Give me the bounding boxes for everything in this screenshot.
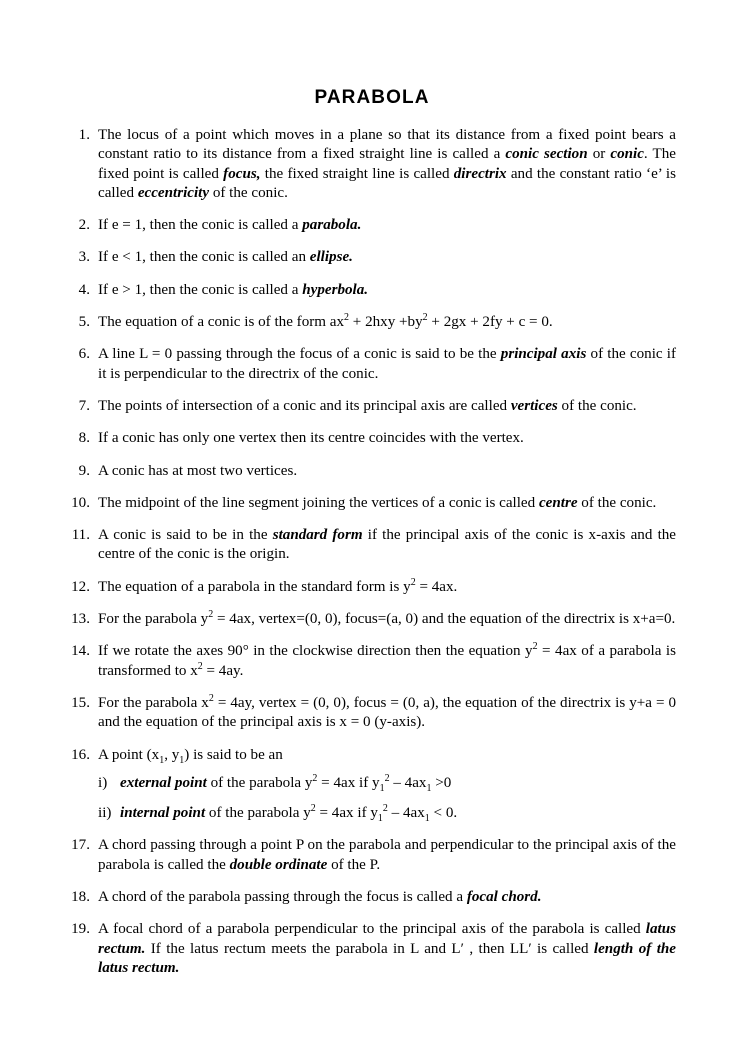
item-text (98, 216, 676, 235)
list-item (68, 610, 676, 629)
item-number: 18. (71, 889, 90, 906)
text-run: of the conic if it is perpendicular to the directrix of the conic. (98, 346, 677, 382)
text-run: If we rotate the axes 90° in the clockwise direction then the equation y (98, 643, 533, 660)
emphasised-term: eccentricity (137, 184, 210, 201)
text-run: The equation of a conic is of the form ax (98, 314, 345, 331)
text-run: = 4ax if y (317, 774, 380, 791)
list-item (68, 248, 676, 267)
text-run: = 4ax if y (315, 805, 378, 822)
item-number: 3. (78, 249, 90, 266)
text-run: A point (x (98, 746, 160, 763)
text-run: The locus of a point which moves in a plane so that its distance from a fixed point bears a constant ratio to its distance from a fixed straight line is called a (98, 127, 676, 163)
subscript: 1 (424, 813, 430, 825)
text-run: ) is said to be an (184, 746, 283, 763)
item-text (98, 281, 676, 300)
text-run: For the parabola y (98, 611, 209, 628)
text-run: If the latus rectum meets the parabola in L and L′ , then LL′ is called (145, 940, 594, 957)
item-text (98, 345, 676, 384)
text-run: For the parabola x (98, 694, 209, 711)
list-item (68, 642, 676, 681)
text-run: If e > 1, then the conic is called a (98, 281, 303, 298)
item-number: 14. (71, 643, 90, 660)
emphasised-term: vertices (510, 397, 558, 414)
list-item (68, 345, 676, 384)
list-item (68, 216, 676, 235)
item-number: 2. (78, 217, 90, 234)
text-run: = 4ax of a parabola is transformed to x (98, 643, 676, 679)
sub-items-list (98, 774, 676, 824)
text-run: + 2hxy +by (349, 314, 423, 331)
emphasised-term: internal point (120, 805, 206, 822)
list-item (68, 578, 676, 597)
sub-list-item (98, 804, 676, 823)
text-run: >0 (431, 774, 452, 791)
superscript: 2 (422, 312, 428, 324)
item-text (98, 578, 676, 597)
emphasised-term: length of the latus rectum. (98, 940, 676, 976)
emphasised-term: directrix (453, 165, 507, 182)
text-run: = 4ay, vertex = (0, 0), focus = (0, a), the equation of the directrix is y+a = 0 and the equation of the principal axis is x = 0 (y-axis). (98, 694, 676, 731)
page-title: PARABOLA (314, 87, 430, 108)
sub-item-text (120, 772, 452, 794)
sub-list-item (98, 774, 676, 793)
text-run: the fixed straight line is called (260, 165, 454, 182)
text-run: of the parabola y (205, 805, 311, 822)
text-run: . The fixed point is called (98, 146, 676, 182)
item-text (98, 642, 676, 681)
item-text (98, 397, 676, 416)
item-text (98, 836, 676, 875)
text-run: A focal chord of a parabola perpendicular to the principal axis of the parabola is called (98, 921, 646, 938)
superscript: 2 (384, 772, 390, 784)
item-number: 8. (78, 430, 90, 447)
sub-item-number: i) (98, 774, 108, 791)
emphasised-term: external point (120, 774, 207, 791)
item-text (98, 920, 676, 978)
subscript: 1 (379, 782, 385, 794)
text-run: The points of intersection of a conic and its principal axis are called (98, 397, 511, 414)
text-run: = 4ay. (202, 662, 244, 679)
item-text (98, 248, 676, 267)
emphasised-term: centre (538, 494, 578, 511)
numbered-points-list (68, 126, 676, 978)
superscript: 2 (310, 803, 316, 815)
item-number: 4. (78, 281, 90, 298)
text-run: or (587, 146, 611, 163)
item-text (98, 746, 676, 765)
item-text (98, 694, 676, 733)
text-run: , y (164, 746, 180, 763)
text-run: of the parabola y (206, 774, 313, 791)
superscript: 2 (344, 312, 350, 324)
emphasised-term: latus rectum. (98, 921, 676, 957)
sub-item-text (120, 803, 458, 825)
item-number: 16. (71, 746, 90, 763)
emphasised-term: hyperbola. (302, 281, 369, 298)
item-text (98, 126, 676, 203)
item-number: 5. (78, 314, 90, 331)
list-item (68, 462, 676, 481)
list-item (68, 126, 676, 203)
item-text (98, 526, 676, 565)
emphasised-term: conic section (505, 146, 588, 163)
list-item (68, 313, 676, 332)
emphasised-term: ellipse. (309, 249, 353, 266)
subscript: 1 (426, 782, 432, 794)
text-run: of the P. (327, 856, 381, 873)
text-run: A conic is said to be in the (98, 527, 273, 544)
superscript: 2 (312, 772, 318, 784)
subscript: 1 (159, 754, 165, 766)
list-item (68, 920, 676, 978)
text-run: + 2gx + 2fy + c = 0. (427, 314, 553, 331)
item-number: 12. (71, 578, 90, 595)
emphasised-term: standard form (272, 527, 363, 544)
list-item (68, 281, 676, 300)
emphasised-term: focal chord. (466, 889, 542, 906)
text-run: The midpoint of the line segment joining the vertices of a conic is called (98, 494, 539, 511)
text-run: of the conic. (577, 494, 657, 511)
list-item (68, 397, 676, 416)
item-number: 7. (78, 397, 90, 414)
item-number: 19. (71, 921, 90, 938)
superscript: 2 (197, 660, 203, 672)
text-run: and the constant ratio ‘e’ is called (98, 165, 676, 201)
list-item (68, 746, 676, 824)
subscript: 1 (377, 813, 383, 825)
text-run: If e = 1, then the conic is called a (98, 217, 303, 234)
emphasised-term: conic (610, 146, 644, 163)
sub-item-number: ii) (98, 805, 112, 822)
emphasised-term: parabola. (302, 217, 362, 234)
list-item (68, 888, 676, 907)
item-number: 1. (78, 127, 90, 143)
emphasised-term: double ordinate (229, 856, 328, 873)
text-run: = 4ax. (415, 578, 458, 595)
text-run: if the principal axis of the conic is x-axis and the centre of the conic is the origin. (98, 527, 677, 563)
text-run: – 4ax (387, 805, 425, 822)
superscript: 2 (382, 803, 388, 815)
item-number: 11. (71, 527, 90, 544)
list-item (68, 429, 676, 448)
text-run: A conic has at most two vertices. (98, 462, 298, 479)
item-text (98, 462, 676, 481)
text-run: – 4ax (389, 774, 427, 791)
item-text (98, 888, 676, 907)
superscript: 2 (208, 609, 214, 621)
text-run: A chord of the parabola passing through the focus is called a (98, 889, 467, 906)
item-number: 9. (78, 462, 90, 479)
item-number: 6. (78, 346, 90, 363)
text-run: A line L = 0 passing through the focus of a conic is said to be the (98, 346, 501, 363)
text-run: of the conic. (209, 184, 288, 201)
superscript: 2 (532, 641, 538, 653)
text-run: of the conic. (557, 397, 637, 414)
subscript: 1 (179, 754, 185, 766)
list-item (68, 694, 676, 733)
list-item (68, 836, 676, 875)
item-number: 17. (71, 837, 90, 854)
list-item (68, 526, 676, 565)
text-run: If e < 1, then the conic is called an (98, 249, 310, 266)
emphasised-term: principal axis (500, 346, 587, 363)
item-text (98, 429, 676, 448)
text-run: A chord passing through a point P on the parabola and perpendicular to the principal axis of the parabola is called the (98, 837, 676, 873)
superscript: 2 (208, 692, 214, 704)
item-text (98, 313, 676, 332)
text-run: < 0. (429, 805, 458, 822)
text-run: = 4ax, vertex=(0, 0), focus=(a, 0) and the equation of the directrix is x+a=0. (213, 611, 676, 628)
item-text (98, 494, 676, 513)
text-run: The equation of a parabola in the standard form is y (98, 578, 411, 595)
text-run: If a conic has only one vertex then its centre coincides with the vertex. (98, 430, 524, 447)
document-body (68, 126, 676, 978)
list-item (68, 494, 676, 513)
item-number: 13. (71, 611, 90, 628)
item-number: 10. (71, 494, 90, 511)
item-text (98, 610, 676, 629)
superscript: 2 (410, 576, 416, 588)
item-number: 15. (71, 694, 90, 711)
emphasised-term: focus, (223, 165, 261, 182)
